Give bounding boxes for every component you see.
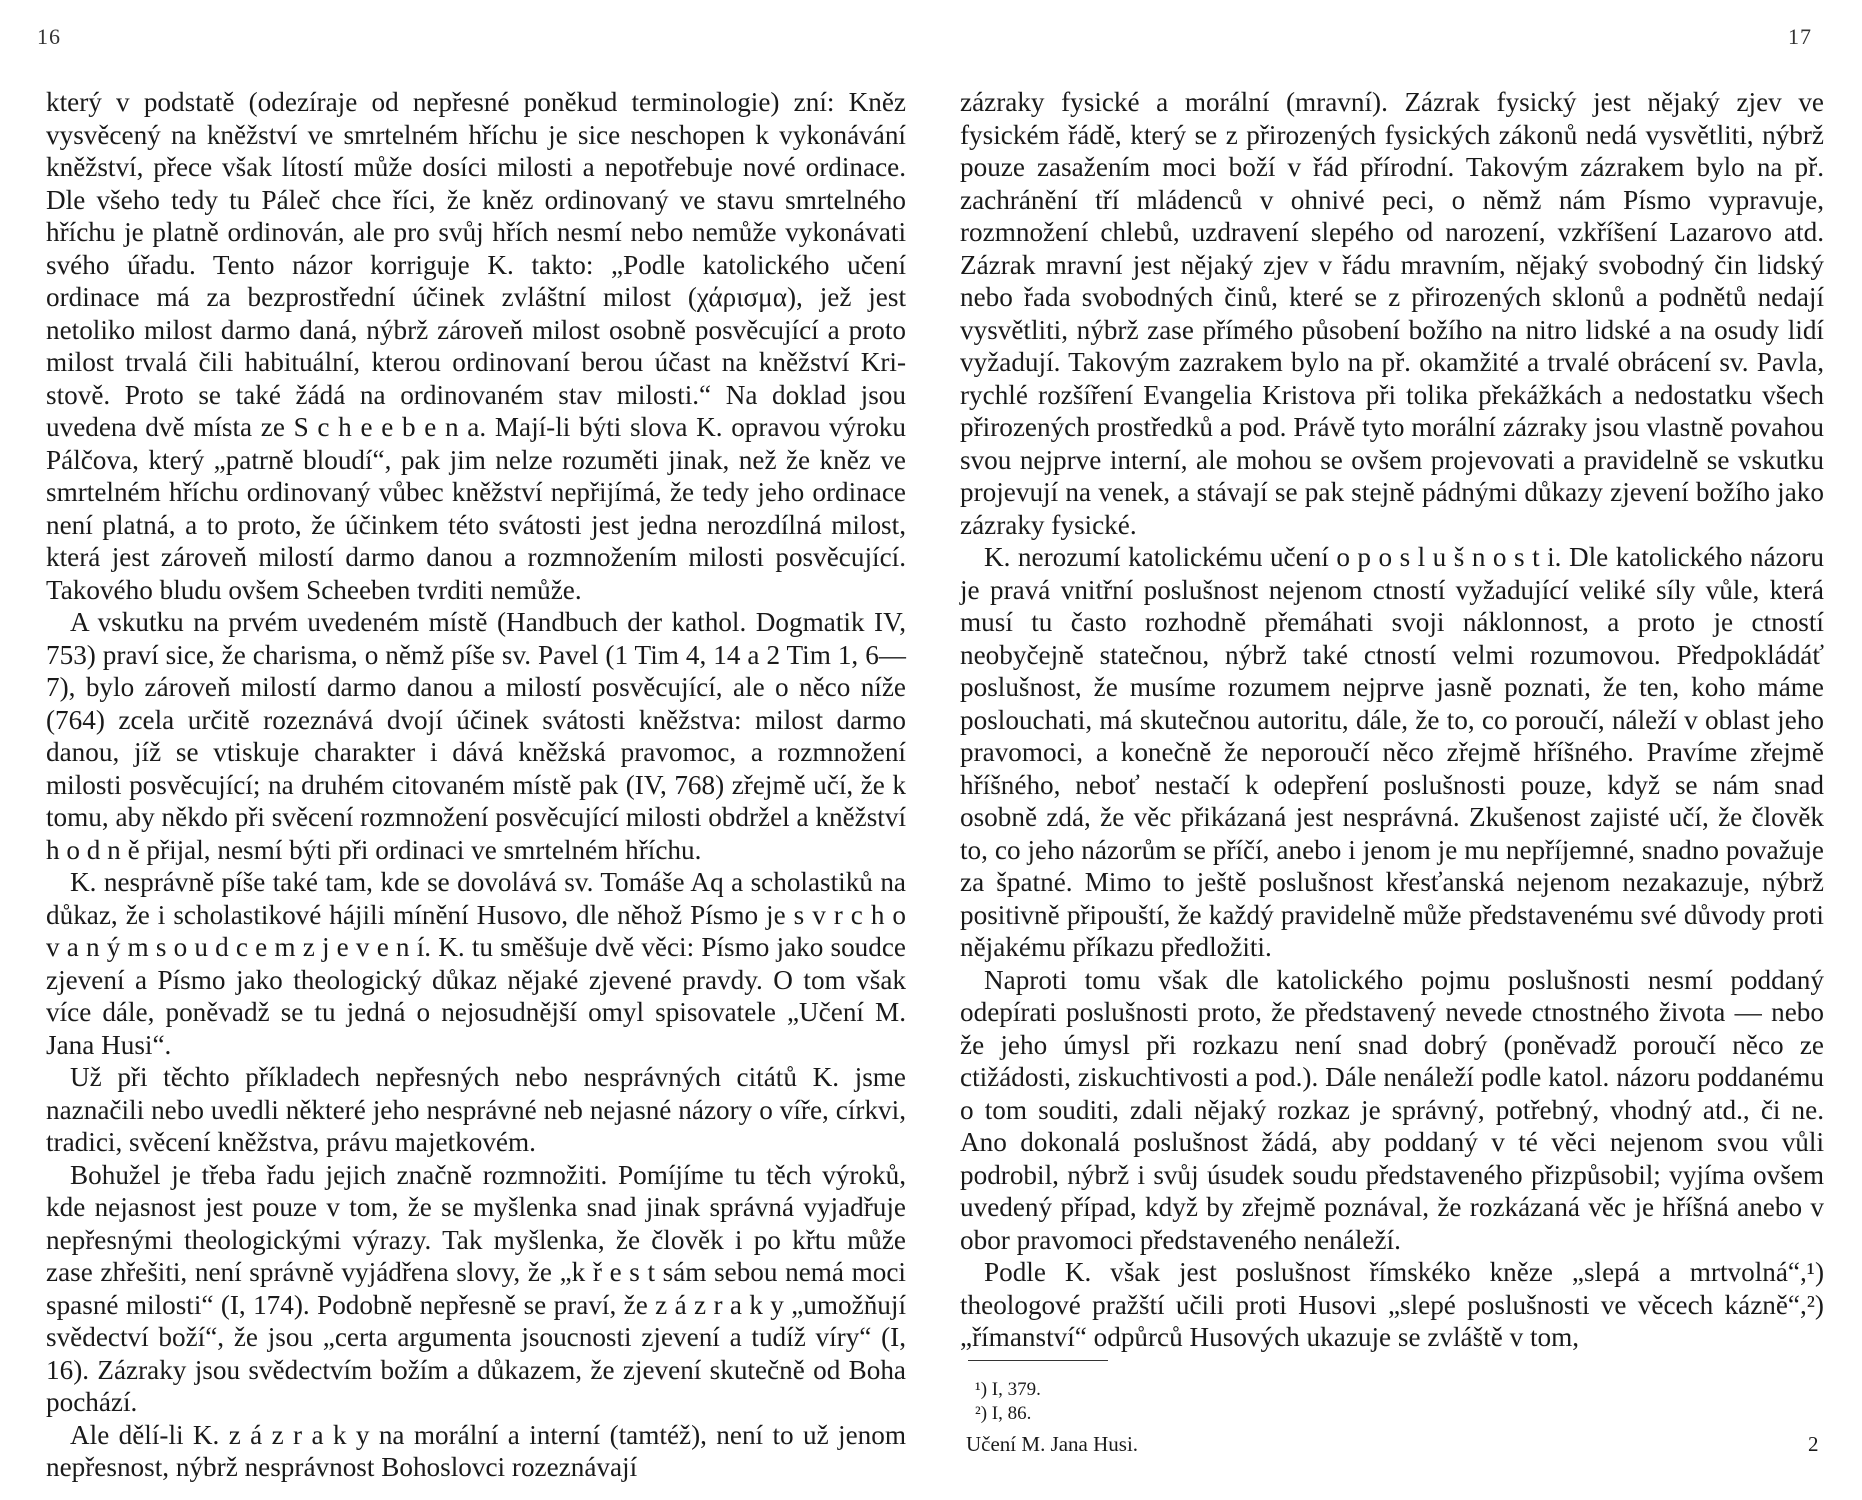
- signature-mark: 2: [1808, 1432, 1819, 1456]
- footnotes: [975, 1378, 1041, 1426]
- footer-book-title: Učení M. Jana Husi.: [966, 1432, 1139, 1456]
- footnote: ¹) I, 379.: [975, 1379, 1041, 1400]
- paragraph: Ale dělí-li K. z á z r a k y na morální a interní (tamtéž), není to už jenom nepřesnost, nýbrž nesprávnost Bohoslovci rozeznávají: [46, 1419, 906, 1482]
- paragraph: zázraky fysické a morální (mravní). Zázrak fysický jest nějaký zjev ve fysickém řádě, který se z přirozených fysických zákonů nedá vysvětliti, nýbrž pouze zasažením moci boží v řád přírodní. Takovým zázrakem bylo na př. zachránění tří mládenců v ohnivé peci, o němž nám Písmo vypravuje, rozmnožení chlebů, uzdravení slepého od narození, vzkříšení Lazarovo atd. Zázrak mravní jest nějaký zjev v řádu mravním, nějaký svobodný čin lidský nebo řada svobodných činů, které se z přirozených sklonů a podnětů nedají vysvětliti, nýbrž zase přímého působení božího na nitro lidské a na osudy lidí vyžadují. Takovým zazrakem bylo na př. okamžité a trvalé obrácení sv. Pavla, rychlé rozšíření Evangelia Kristova při tolika překážkách a nedostatku všech přirozených prostředků a pod. Právě tyto morální zázraky jsou vlastně povahou svou nejprve interní, ale mohou se ovšem projevovati a pravidelně se vskutku projevují na venek, a stávají se pak stejně pádnými důkazy zjevení božího jako zázraky fysické.: [960, 87, 1824, 540]
- paragraph: Naproti tomu však dle katolického pojmu poslušnosti nesmí poddaný odepírati poslušnosti proto, že představený nevede ctnostného života — nebo že jeho úmysl při rozkazu není snad dobrý (poněvadž poroučí něco ze ctižádosti, ziskuchtivosti a pod.). Dále nenáleží podle katol. názoru poddanému o tom souditi, zdali nějaký rozkaz je správný, potřebný, vhodný atd., či ne. Ano dokonalá poslušnost žádá, aby poddaný v té věci nejenom svou vůli podrobil, nýbrž i svůj úsudek soudu představeného přizpůsobil; vyjíma ovšem uvedený případ, když by zřejmě poznával, že rozkázaná věc je hříšná anebo v obor pravomoci představeného nenáleží.: [960, 964, 1824, 1255]
- right-page-text: [960, 86, 1824, 1354]
- paragraph: Bohužel je třeba řadu jejich značně rozmnožiti. Pomíjíme tu těch výroků, kde nejasnost jest pouze v tom, že se myšlenka snad jinak správná vyjadřuje nepřesnými theologickými výrazy. Tak myšlenka, že člověk i po křtu může zase zhřešiti, není správně vyjádřena slovy, že „k ř e s t sám sebou nemá moci spasné milosti“ (I, 174). Podobně nepřesně se praví, že z á z r a k y „umožňují svědectví boží“, že jsou „certa argumenta jsoucnosti zjevení a tudíž víry“ (I, 16). Zázraky jsou svědectvím božím a důkazem, že zjevení skutečně od Boha pochází.: [46, 1159, 906, 1417]
- paragraph: A vskutku na prvém uvedeném místě (Handbuch der kathol. Dogmatik IV, 753) praví sice, že charisma, o němž píše sv. Pavel (1 Tim 4, 14 a 2 Tim 1, 6—7), bylo zároveň milostí darmo danou a milostí posvěcující, ale o něco níže (764) zcela určitě rozeznává dvojí účinek svátosti kněžstva: milost darmo danou, jíž se vtiskuje charakter i dává kněžská pravomoc, a rozmnožení milosti posvěcující; na druhém citovaném místě pak (IV, 768) zřejmě učí, že k tomu, aby někdo při svěcení rozmnožení posvěcující milosti obdržel a kněžství h o d n ě přijal, nesmí býti při ordinaci ve smrtelném hříchu.: [46, 607, 906, 865]
- paragraph: Už při těchto příkladech nepřesných nebo nesprávných citátů K. jsme naznačili nebo uvedli některé jeho nesprávné neb nejasné názory o víře, církvi, tradici, svěcení kněžstva, právu majetkovém.: [46, 1062, 906, 1157]
- paragraph: Podle K. však jest poslušnost římskékо kněze „slepá a mrtvolná“,¹) theologové pražští učili proti Husovi „slepé poslušnosti ve věcech kázně“,²) „římanství“ odpůrců Husových ukazuje se zvláště v tom,: [960, 1257, 1824, 1352]
- footnote: ²) I, 86.: [975, 1403, 1032, 1424]
- left-page-number: 16: [37, 24, 61, 49]
- paragraph: který v podstatě (odezíraje od nepřesné poněkud terminologie) zní: Kněz vysvěcený na kněžství ve smrtelném hříchu je sice neschopen k vykonávání kněžství, přece však lítostí může dosíci milosti a nepotřebuje nové ordinace. Dle všeho tedy tu Páleč chce říci, že kněz ordinovaný ve stavu smrtelného hříchu je platně ordinován, ale pro svůj hřích nesmí nebo nemůže vykonávati svého úřadu. Tento názor korriguje K. takto: „Podle katolického učení ordinace má za bezprostřední účinek zvláštní milost (χάρισμα), jež jest netoliko milost darmo daná, nýbrž zároveň milost osobně posvěcující a proto milost trvalá čili habituální, kterou ordinovaní berou účast na kněžství Kristově. Proto se také žádá na ordinovaném stav milosti.“ Na doklad jsou uvedena dvě místa ze S c h e e b e n a. Mají-li býti slova K. opravou výroku Pálčova, který „patrně bloudí“, pak jim nelze rozuměti jinak, než že kněz ve smrtelném hříchu ordinovaný vůbec kněžství nepřijímá, že tedy jeho ordinace není platná, a to proto, že účinkem této svátosti jest jedna nerozdílná milost, která jest zároveň milostí darmo danou a rozmnožením milosti posvěcující. Takového bludu ovšem Scheeben tvrditi nemůže.: [46, 87, 906, 605]
- right-page-number: 17: [1788, 24, 1812, 49]
- footnote-rule: [968, 1360, 1108, 1361]
- paragraph: K. nesprávně píše také tam, kde se dovolává sv. Tomáše Aq a scholastiků na důkaz, že i scholastikové hájili mínění Husovo, dle něhož Písmo je s v r c h o v a n ý m s o u d c e m z j e v e n í. K. tu směšuje dvě věci: Písmo jako soudce zjevení a Písmo jako theologický důkaz nějaké zjevené pravdy. O tom však více dále, poněvadž se tu jedná o nejosudnější omyl spisovatele „Učení M. Jana Husi“.: [46, 867, 906, 1060]
- left-page-text: [46, 86, 906, 1484]
- paragraph: K. nerozumí katolickému učení o p o s l u š n o s t i. Dle katolického názoru je pravá vnitřní poslušnost nejenom ctností vyžadující veliké síly vůle, která musí tu často rozhodně přemáhati svoji náklonnost, a proto je ctností neobyčejně statečnou, nýbrž také ctností velmi rozumovou. Předpokládáť poslušnost, že musíme rozumem nejprve jasně poznati, že ten, koho máme poslouchati, má skutečnou autoritu, dále, že to, co poroučí, náleží v oblast jeho pravomoci, a konečně že neporoučí něco zřejmě hříšného. Pravíme zřejmě hříšného, neboť nestačí k odepření poslušnosti pouze, když se nám snad osobně zdá, že věc přikázaná jest nesprávná. Zkušenost zajisté učí, že člověk to, co jeho názorům se příčí, anebo i jenom je mu nepříjemné, snadno považuje za špatné. Mimo to ještě poslušnost křesťanská nejenom nezakazuje, nýbrž positivně připouští, že každý pravidelně může představenému své důvody proti nějakému příkazu předložiti.: [960, 542, 1824, 962]
